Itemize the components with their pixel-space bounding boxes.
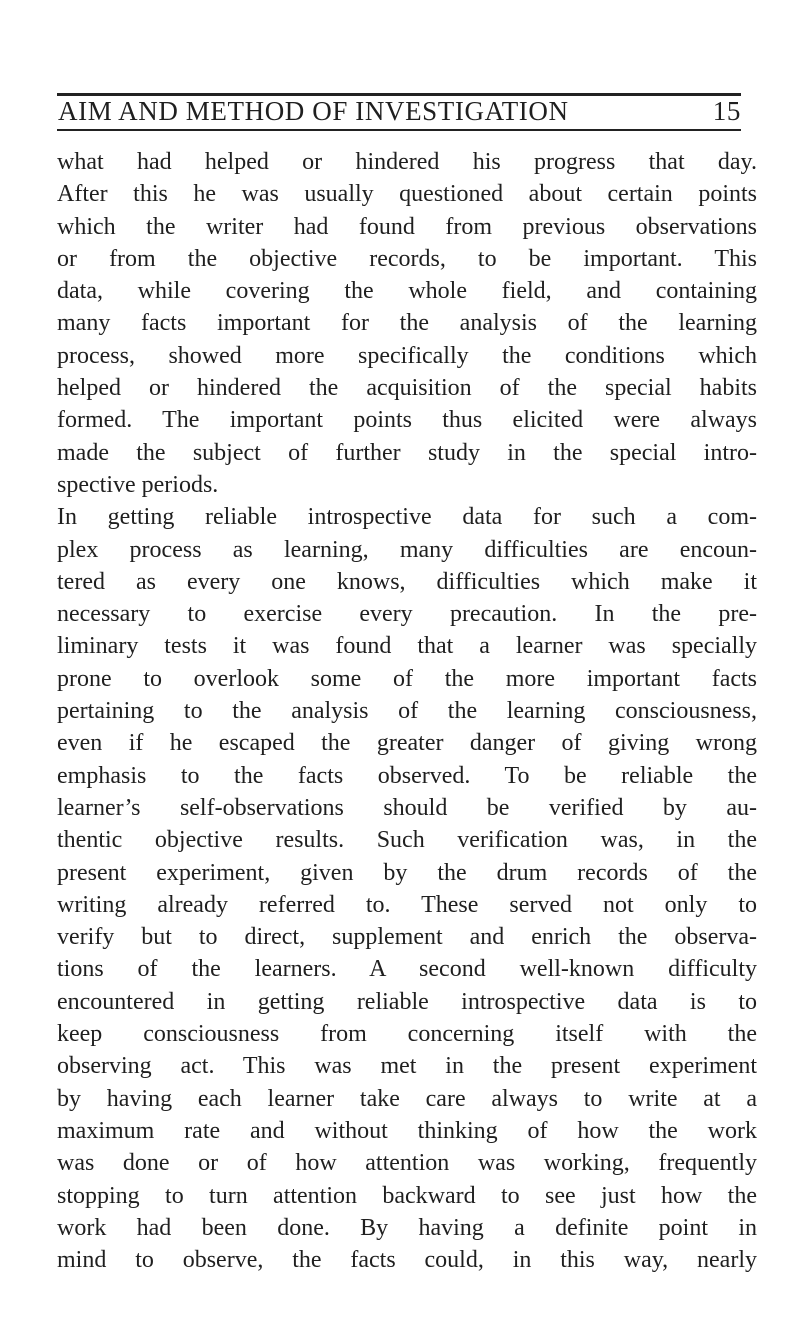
text-line: helped or hindered the acquisition of the special habits bbox=[57, 375, 757, 402]
text-line: work had been done. By having a definite point in bbox=[57, 1214, 757, 1241]
text-line: plex process as learning, many difficulties are encoun- bbox=[57, 536, 757, 563]
text-line: maximum rate and without thinking of how the work bbox=[57, 1117, 757, 1144]
text-line: observing act. This was met in the present experiment bbox=[57, 1053, 757, 1080]
text-line: keep consciousness from concerning itself with the bbox=[57, 1021, 757, 1048]
text-line: made the subject of further study in the special intro- bbox=[57, 439, 757, 466]
text-line: encountered in getting reliable introspective data is to bbox=[57, 988, 757, 1015]
text-line: After this he was usually questioned about certain points bbox=[57, 181, 757, 208]
text-line: spective periods. bbox=[57, 471, 219, 498]
text-line: present experiment, given by the drum records of the bbox=[57, 859, 757, 886]
text-line: emphasis to the facts observed. To be reliable the bbox=[57, 762, 757, 789]
text-line: verify but to direct, supplement and enrich the observa- bbox=[57, 924, 757, 951]
header-rule-bottom bbox=[57, 129, 741, 131]
text-line: which the writer had found from previous observations bbox=[57, 213, 757, 240]
text-line: tered as every one knows, difficulties which make it bbox=[57, 568, 757, 595]
running-head-title: AIM AND METHOD OF INVESTIGATION bbox=[58, 96, 569, 126]
page-number: 15 bbox=[712, 96, 741, 126]
text-line: pertaining to the analysis of the learning consciousness, bbox=[57, 698, 757, 725]
text-line: or from the objective records, to be important. This bbox=[57, 245, 757, 272]
body-text bbox=[57, 146, 757, 1276]
text-line: process, showed more specifically the conditions which bbox=[57, 342, 757, 369]
text-line: learner’s self-observations should be verified by au- bbox=[57, 794, 757, 821]
text-line: stopping to turn attention backward to see just how the bbox=[57, 1182, 757, 1209]
text-line: thentic objective results. Such verification was, in the bbox=[57, 827, 757, 854]
text-line: what had helped or hindered his progress that day. bbox=[57, 149, 757, 175]
text-line: necessary to exercise every precaution. In the pre- bbox=[57, 601, 757, 628]
text-line: even if he escaped the greater danger of giving wrong bbox=[57, 730, 757, 757]
text-line: many facts important for the analysis of the learning bbox=[57, 310, 757, 337]
text-line: liminary tests it was found that a learner was specially bbox=[57, 633, 757, 660]
text-line: writing already referred to. These served not only to bbox=[57, 891, 757, 918]
text-line: by having each learner take care always to write at a bbox=[57, 1085, 757, 1112]
text-line: In getting reliable introspective data for such a com- bbox=[57, 504, 757, 531]
running-head bbox=[57, 94, 741, 128]
text-line: tions of the learners. A second well-known difficulty bbox=[57, 956, 757, 983]
text-line: was done or of how attention was working, frequently bbox=[57, 1150, 757, 1177]
text-line: data, while covering the whole field, and containing bbox=[57, 278, 757, 305]
text-line: formed. The important points thus elicited were always bbox=[57, 407, 757, 434]
text-line: mind to observe, the facts could, in this way, nearly bbox=[57, 1247, 757, 1274]
text-line: prone to overlook some of the more important facts bbox=[57, 665, 757, 692]
